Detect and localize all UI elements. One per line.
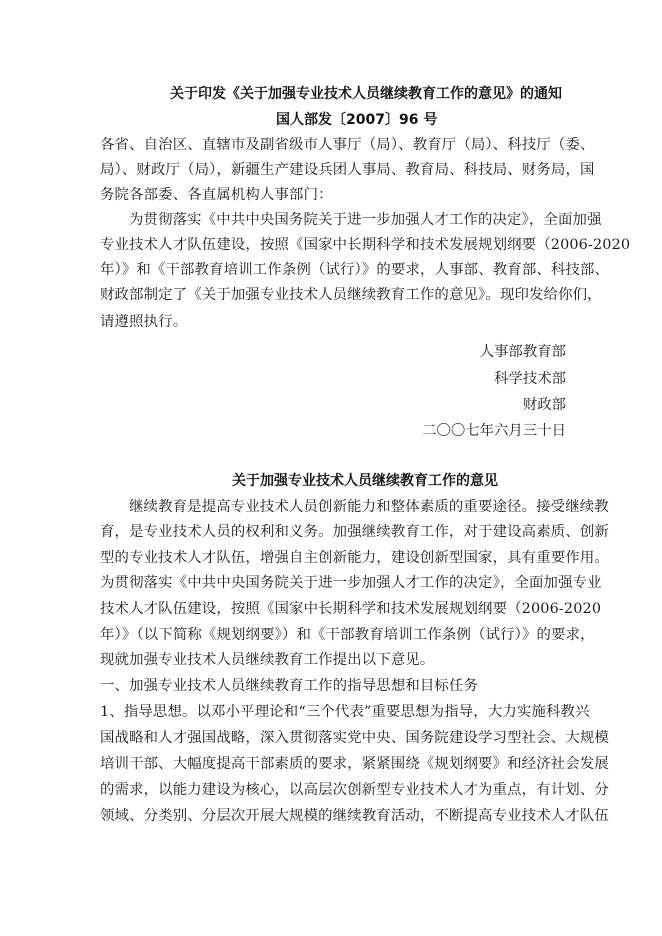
opinion-line: 继续教育是提高专业技术人员创新能力和整体素质的重要途径。接受继续教 xyxy=(129,499,609,515)
opinion-line: 型的专业技术人才队伍，增强自主创新能力，建设创新型国家，具有重要作用。 xyxy=(100,550,609,566)
section-heading: 一、加强专业技术人员继续教育工作的指导思想和目标任务 xyxy=(100,678,479,694)
notice-body-line: 为贯彻落实《中共中央国务院关于进一步加强人才工作的决定》，全面加强 xyxy=(129,212,602,228)
section-line: 国战略和人才强国战略，深入贯彻落实党中央、国务院建设学习型社会、大规模 xyxy=(100,730,609,746)
notice-body-line: 请遵照执行。 xyxy=(100,314,188,330)
signature-science-tech: 科学技术部 xyxy=(494,371,566,387)
section-line: 培训干部、大幅度提高干部素质的要求，紧紧围绕《规划纲要》和经济社会发展 xyxy=(100,756,609,772)
addressee-line: 局）、财政厅（局），新疆生产建设兵团人事局、教育局、科技局、财务局，国 xyxy=(100,162,595,178)
opinion-line: 技术人才队伍建设，按照《国家中长期科学和技术发展规划纲要（2006-2020 xyxy=(100,601,602,617)
signature-date: 二〇〇七年六月三十日 xyxy=(422,423,566,439)
notice-body-line: 专业技术人才队伍建设，按照《国家中长期科学和技术发展规划纲要（2006-2020 xyxy=(100,237,631,253)
signature-finance: 财政部 xyxy=(522,397,566,413)
notice-body-line: 年）》和《干部教育培训工作条例（试行）》的要求，人事部、教育部、科技部、 xyxy=(100,262,610,278)
signature-hr-education: 人事部教育部 xyxy=(479,344,566,360)
opinion-line: 年）》（以下简称《规划纲要》）和《干部教育培训工作条例（试行）》的要求， xyxy=(100,627,595,643)
opinion-line: 育，是专业技术人员的权利和义务。加强继续教育工作，对于建设高素质、创新 xyxy=(100,524,609,540)
opinion-line: 为贯彻落实《中共中央国务院关于进一步加强人才工作的决定》，全面加强专业 xyxy=(100,575,602,591)
doc-number: 国人部发〔2007〕96 号 xyxy=(276,112,438,128)
addressee-line: 务院各部委、各直属机构人事部门： xyxy=(100,187,333,203)
notice-title: 关于印发《关于加强专业技术人员继续教育工作的意见》的通知 xyxy=(170,86,562,102)
notice-body-line: 财政部制定了《关于加强专业技术人员继续教育工作的意见》。现印发给你们， xyxy=(100,287,602,303)
section-line: 的需求，以能力建设为核心，以高层次创新型专业技术人才为重点，有计划、分 xyxy=(100,782,609,798)
section-line: 1、指导思想。以邓小平理论和“三个代表”重要思想为指导，大力实施科教兴 xyxy=(100,704,590,720)
opinion-line: 现就加强专业技术人员继续教育工作提出以下意见。 xyxy=(100,652,435,668)
addressee-line: 各省、自治区、直辖市及副省级市人事厅（局）、教育厅（局）、科技厅（委、 xyxy=(100,137,595,153)
opinion-title: 关于加强专业技术人员继续教育工作的意见 xyxy=(232,473,498,489)
section-line: 领域、分类别、分层次开展大规模的继续教育活动，不断提高专业技术人才队伍 xyxy=(100,808,609,824)
